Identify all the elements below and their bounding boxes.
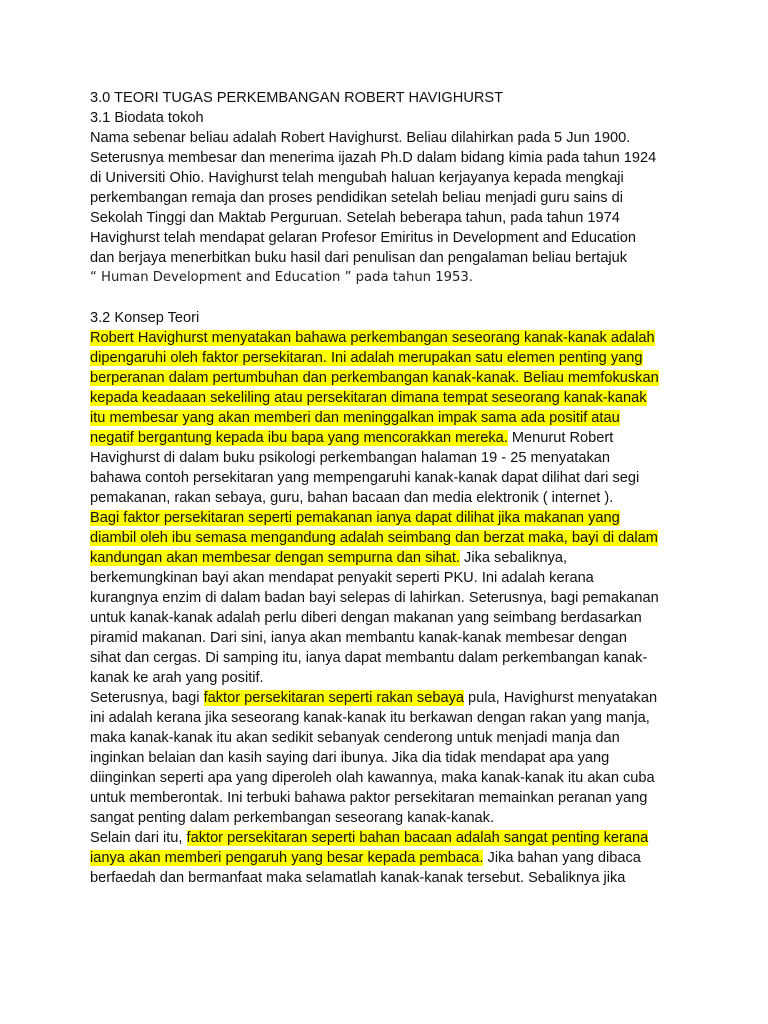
highlighted-text: itu membesar yang akan memberi dan meninggalkan impak sama ada positif atau bbox=[90, 410, 620, 426]
highlighted-text: diambil oleh ibu semasa mengandung adalah seimbang dan berzat maka, bayi di dalam bbox=[90, 530, 658, 546]
text-segment: di Universiti Ohio. Havighurst telah mengubah haluan kerjayanya kepada mengkaji bbox=[90, 170, 624, 186]
highlighted-text: Robert Havighurst menyatakan bahawa perkembangan seseorang kanak-kanak adalah bbox=[90, 330, 655, 346]
highlighted-text: Bagi faktor persekitaran seperti pemakanan ianya dapat dilihat jika makanan yang bbox=[90, 510, 620, 526]
text-segment: bahawa contoh persekitaran yang mempengaruhi kanak-kanak dapat dilihat dari segi bbox=[90, 470, 640, 486]
text-segment: ini adalah kerana jika seseorang kanak-kanak itu berkawan dengan rakan yang manja, bbox=[90, 710, 650, 726]
text-segment: Havighurst telah mendapat gelaran Profesor Emiritus in Development and Education bbox=[90, 230, 636, 246]
highlighted-text: faktor persekitaran seperti rakan sebaya bbox=[203, 690, 464, 706]
text-line bbox=[90, 868, 690, 888]
text-segment: Jika bahan yang dibaca bbox=[483, 850, 641, 866]
text-segment: berkemungkinan bayi akan mendapat penyakit seperti PKU. Ini adalah kerana bbox=[90, 570, 594, 586]
text-line bbox=[90, 348, 690, 368]
text-line bbox=[90, 448, 690, 468]
text-segment: kurangnya enzim di dalam badan bayi selepas di lahirkan. Seterusnya, bagi pemakanan bbox=[90, 590, 659, 606]
document-body bbox=[90, 88, 690, 888]
text-segment: maka kanak-kanak itu akan sedikit sebanyak cenderong untuk menjadi manja dan bbox=[90, 730, 620, 746]
highlighted-text: dipengaruhi oleh faktor persekitaran. Ini adalah merupakan satu elemen penting yang bbox=[90, 350, 643, 366]
text-segment: untuk kanak-kanak adalah perlu diberi dengan makanan yang seimbang berdasarkan bbox=[90, 610, 642, 626]
text-segment: Seterusnya membesar dan menerima ijazah Ph.D dalam bidang kimia pada tahun 1924 bbox=[90, 150, 657, 166]
text-segment: 3.1 Biodata tokoh bbox=[90, 110, 204, 126]
text-segment: Sekolah Tinggi dan Maktab Perguruan. Setelah beberapa tahun, pada tahun 1974 bbox=[90, 210, 620, 226]
text-line bbox=[90, 128, 690, 148]
text-line bbox=[90, 608, 690, 628]
text-line bbox=[90, 88, 690, 108]
text-segment: inginkan belaian dan kasih saying dari ibunya. Jika dia tidak mendapat apa yang bbox=[90, 750, 610, 766]
text-segment: Jika sebaliknya, bbox=[459, 550, 568, 566]
text-line bbox=[90, 728, 690, 748]
text-line bbox=[90, 748, 690, 768]
highlighted-text: berperanan dalam pertumbuhan dan perkembangan kanak-kanak. Beliau memfokuskan bbox=[90, 370, 659, 386]
text-line bbox=[90, 788, 690, 808]
text-line bbox=[90, 708, 690, 728]
text-line bbox=[90, 108, 690, 128]
text-line bbox=[90, 808, 690, 828]
text-line bbox=[90, 668, 690, 688]
text-segment: Havighurst di dalam buku psikologi perkembangan halaman 19 - 25 menyatakan bbox=[90, 450, 611, 466]
blank-line bbox=[90, 288, 690, 308]
text-line bbox=[90, 628, 690, 648]
text-segment: pemakanan, rakan sebaya, guru, bahan bacaan dan media elektronik ( internet ). bbox=[90, 490, 614, 506]
text-line bbox=[90, 588, 690, 608]
text-line bbox=[90, 508, 690, 528]
text-line bbox=[90, 848, 690, 868]
text-line bbox=[90, 148, 690, 168]
text-segment: Selain dari itu, bbox=[90, 830, 187, 846]
text-segment: kanak ke arah yang positif. bbox=[90, 670, 264, 686]
text-segment: berfaedah dan bermanfaat maka selamatlah kanak-kanak tersebut. Sebaliknya jika bbox=[90, 870, 626, 886]
text-line bbox=[90, 428, 690, 448]
text-line bbox=[90, 568, 690, 588]
text-line bbox=[90, 388, 690, 408]
highlighted-text: ianya akan memberi pengaruh yang besar kepada pembaca. bbox=[90, 850, 484, 866]
text-line bbox=[90, 168, 690, 188]
highlighted-text: kandungan akan membesar dengan sempurna dan sihat. bbox=[90, 550, 460, 566]
text-line bbox=[90, 688, 690, 708]
text-line bbox=[90, 368, 690, 388]
text-line bbox=[90, 828, 690, 848]
text-segment: Nama sebenar beliau adalah Robert Havighurst. Beliau dilahirkan pada 5 Jun 1900. bbox=[90, 130, 631, 146]
highlighted-text: kepada keadaaan sekeliling atau persekitaran dimana tempat seseorang kanak-kanak bbox=[90, 390, 647, 406]
text-line bbox=[90, 648, 690, 668]
text-line bbox=[90, 528, 690, 548]
text-segment: sihat dan cergas. Di samping itu, ianya dapat membantu dalam perkembangan kanak- bbox=[90, 650, 648, 666]
highlighted-text: faktor persekitaran seperti bahan bacaan adalah sangat penting kerana bbox=[186, 830, 649, 846]
text-line bbox=[90, 488, 690, 508]
text-segment: Seterusnya, bagi bbox=[90, 690, 204, 706]
text-segment: 3.0 TEORI TUGAS PERKEMBANGAN ROBERT HAVIGHURST bbox=[90, 90, 504, 106]
text-line bbox=[90, 468, 690, 488]
text-segment: sangat penting dalam perkembangan seseorang kanak-kanak. bbox=[90, 810, 495, 826]
text-line bbox=[90, 208, 690, 228]
text-line bbox=[90, 408, 690, 428]
text-segment: perkembangan remaja dan proses pendidikan setelah beliau menjadi guru sains di bbox=[90, 190, 624, 206]
text-segment: diinginkan seperti apa yang diperoleh olah kawannya, maka kanak-kanak itu akan cuba bbox=[90, 770, 655, 786]
text-line bbox=[90, 768, 690, 788]
text-line bbox=[90, 328, 690, 348]
text-line bbox=[90, 308, 690, 328]
text-line bbox=[90, 248, 690, 268]
text-segment: 3.2 Konsep Teori bbox=[90, 310, 200, 326]
text-line bbox=[90, 188, 690, 208]
text-segment: Menurut Robert bbox=[507, 430, 614, 446]
text-segment: pula, Havighurst menyatakan bbox=[464, 690, 658, 706]
highlighted-text: negatif bergantung kepada ibu bapa yang mencorakkan mereka. bbox=[90, 430, 508, 446]
text-line bbox=[90, 228, 690, 248]
text-line bbox=[90, 268, 690, 288]
text-segment: dan berjaya menerbitkan buku hasil dari penulisan dan pengalaman beliau bertajuk bbox=[90, 250, 628, 266]
text-segment: piramid makanan. Dari sini, ianya akan membantu kanak-kanak membesar dengan bbox=[90, 630, 628, 646]
text-segment: “ Human Development and Education ” pada tahun 1953. bbox=[90, 270, 473, 285]
text-line bbox=[90, 548, 690, 568]
text-segment: untuk memberontak. Ini terbuki bahawa paktor persekitaran memainkan peranan yang bbox=[90, 790, 648, 806]
